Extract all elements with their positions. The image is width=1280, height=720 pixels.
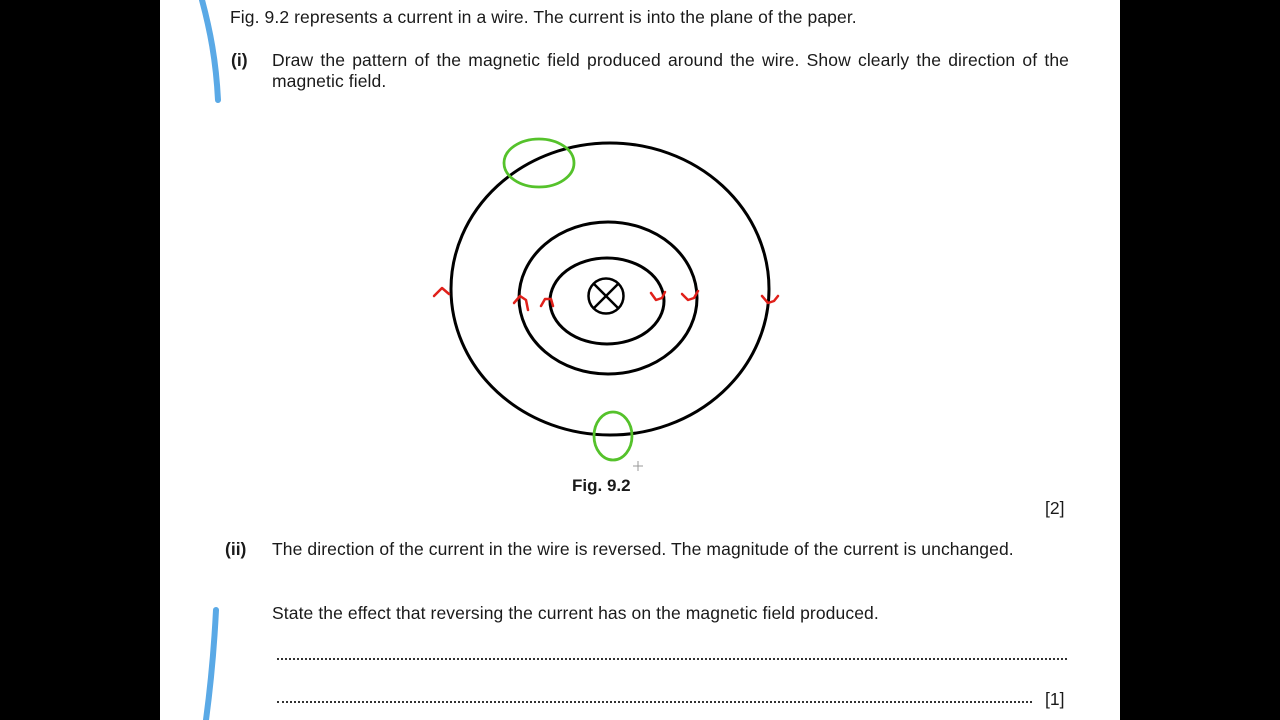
answer-line-2[interactable] (277, 701, 1032, 703)
part-ii-prompt: State the effect that reversing the current has on the magnetic field produced. (272, 603, 879, 623)
figure-magnetic-field (160, 0, 1120, 500)
cursor-crosshair-icon (633, 461, 643, 471)
part-ii-marks: [1] (1045, 689, 1065, 709)
exam-page (160, 0, 1120, 720)
part-i-marks: [2] (1045, 498, 1065, 518)
part-ii-label: (ii) (225, 539, 247, 559)
answer-line-1[interactable] (277, 658, 1067, 660)
question-intro: Fig. 9.2 represents a current in a wire. The current is into the plane of the paper. (230, 7, 857, 27)
margin-pen-stroke-bottom (190, 600, 270, 720)
figure-caption: Fig. 9.2 (572, 476, 631, 495)
green-oval-top (504, 139, 574, 187)
part-ii-text: The direction of the current in the wire is reversed. The magnitude of the current is unchanged. (272, 539, 1014, 559)
part-i-text: Draw the pattern of the magnetic field produced around the wire. Show clearly the direction of the magnetic field. (272, 50, 1069, 91)
arrow-outer-left (434, 288, 449, 296)
part-i-label: (i) (231, 50, 248, 70)
wire-into-page-symbol (589, 279, 624, 314)
